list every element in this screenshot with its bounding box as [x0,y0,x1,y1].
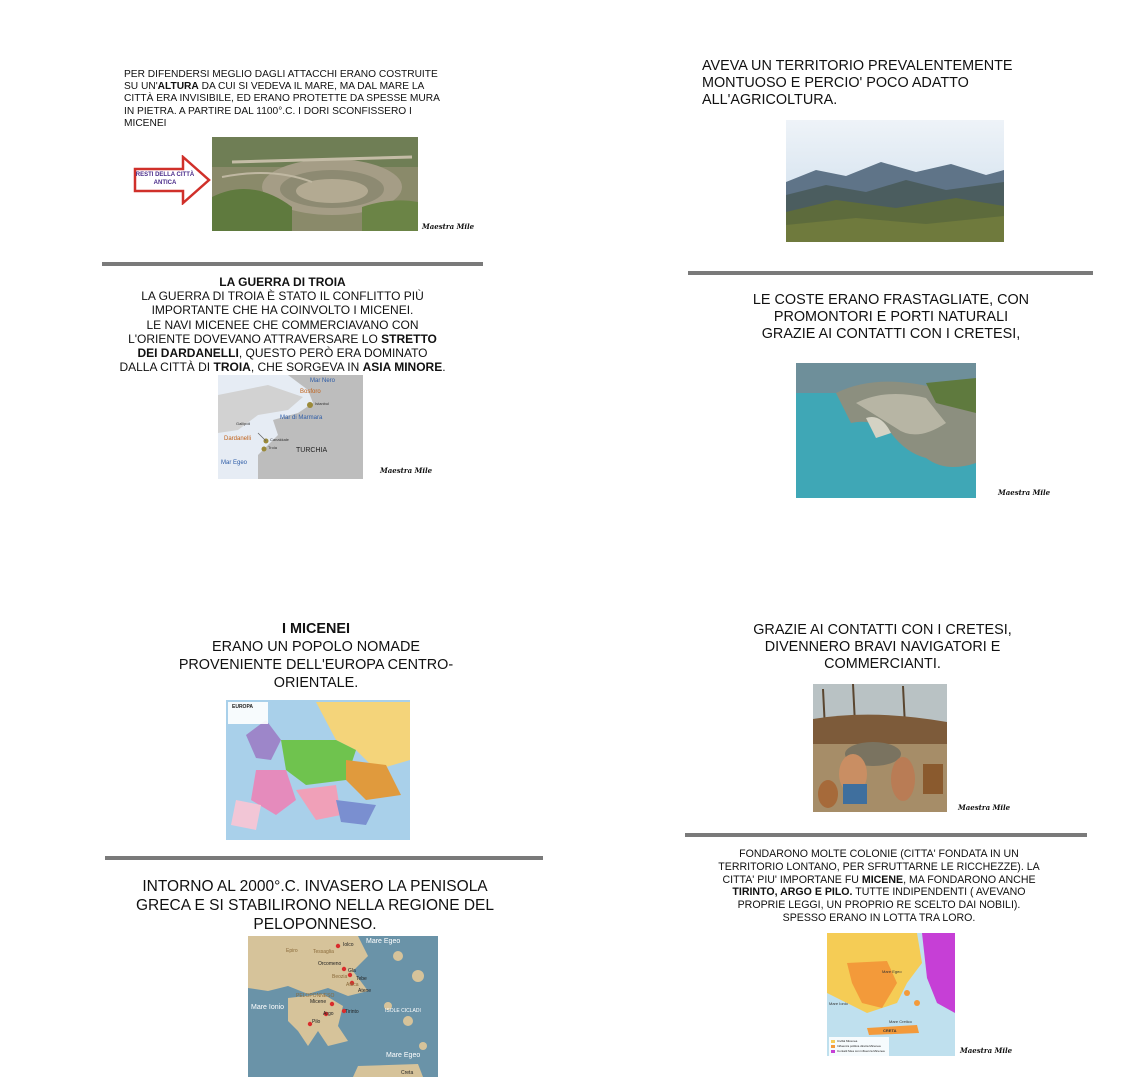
text-line: LE COSTE ERANO FRASTAGLIATE, CON [752,292,1030,308]
map-label-tessaglia: Tessaglia [313,949,334,955]
text-line [124,69,484,81]
map-label-mare-egeo-2: Mare Egeo [386,1052,421,1059]
text-line [100,303,465,317]
text-run: SU UN' [124,81,158,93]
text-run: , CHE SORGEVA IN [250,360,363,375]
micenei-title: I MICENEI [282,621,350,637]
text-run: , QUESTO PERÒ ERA DOMINATO [238,346,428,361]
bold-text: STRETTO [381,331,437,346]
text-run: IN PIETRA. A PARTIRE DAL 1100°.C. I DORI SCONFISSERO I [124,105,412,117]
map-label-isole-cicladi: ISOLE CICLADI [385,1008,421,1014]
text-line [124,106,484,118]
map-label-micene: Micene [310,999,327,1005]
arrow-label-2: ANTICA [153,180,177,186]
mura-text [124,69,484,130]
map-label-mare-ionio: Mare Ionio [829,1001,848,1006]
text-run: , MA FONDARONO ANCHE [903,873,1036,886]
text-line: PELOPONNESO. [253,915,377,933]
divider [102,262,483,266]
merchants-illustration [813,684,947,812]
map-label-istanbul: Istanbul [315,401,330,406]
text-line: GRECA E SI STABILIRONO NELLA REGIONE DEL [135,896,495,914]
text-run: PER DIFENDERSI MEGLIO DAGLI ATTACCHI ERANO COSTRUITE [124,69,438,80]
signature: Maestra Mile [998,488,1051,497]
map-label-orcomeno: Orcomeno [318,961,342,967]
map-label-gallipoli: Gallipoli [236,421,251,426]
text-line [100,275,465,289]
map-label-mare-egeo: Mare Egeo [366,938,401,945]
text-line [100,360,465,374]
colonies-map [827,933,955,1056]
navigatori-text [710,622,1055,672]
text-run: L'ORIENTE DOVEVANO ATTRAVERSARE LO [128,331,382,346]
text-line [124,118,484,130]
map-label-tebe: Tebe [356,976,367,982]
text-line: COMMERCIANTI. [824,655,941,672]
map-label-creta: Creta [401,1070,414,1076]
text-line [100,318,465,332]
dardanelli-map [218,375,363,479]
bold-text: LA GUERRA DI TROIA [219,275,346,289]
text-run: MICENEI [124,117,167,129]
text-run: PROPRIE LEGGI, UN PROPRIO RE SCELTO DAI NOBILI). [737,899,1021,912]
text-line: GRAZIE AI CONTATTI CON I CRETESI, [753,622,1012,638]
map-label-argo: Argo [323,1011,334,1017]
text-line [124,81,484,93]
coste-text [700,292,1082,342]
map-label-peloponneso: PELOPONNESO [296,993,335,999]
micenei-text [150,638,482,693]
text-line: AVEVA UN TERRITORIO PREVALENTEMENTE [702,58,1013,74]
text-line: ORIENTALE. [273,675,359,692]
signature: Maestra Mile [958,803,1011,812]
map-label-pilo: Pilo [312,1019,321,1025]
text-run: CITTÀ ERA INVISIBILE, ED ERANO PROTETTE DA SPESSE MURA [124,93,440,105]
text-run: SPESSO ERANO IN LOTTA TRA LORO. [782,911,976,924]
map-label-creta: CRETA [883,1028,897,1033]
text-line [100,289,465,303]
text-line [100,332,465,346]
text-run: LA GUERRA DI TROIA È STATO IL CONFLITTO PIÙ [141,289,424,304]
map-label-bosforo: Bosforo [300,389,321,395]
map-label-epiro: Epiro [286,948,298,954]
europe-map-label: EUROPA [232,704,254,710]
red-arrow-callout [133,155,211,205]
text-line: GRAZIE AI CONTATTI CON I CRETESI, [761,325,1021,342]
map-label-canakkale: Canakkale [270,437,289,442]
coast-photo [796,363,976,498]
legend-3: Contatti Mea con influenza Micenea [837,1049,885,1053]
text-run: TUTTE INDIPENDENTI ( AVEVANO [852,886,1026,899]
text-run: IMPORTANTE CHE HA COINVOLTO I MICENEI. [151,303,414,318]
greece-map [248,936,438,1077]
map-label-iolco: Iolco [343,942,354,948]
divider [105,856,543,860]
map-label-mar-nero: Mar Nero [310,378,336,384]
text-line [690,886,1068,899]
mountains-photo [786,120,1004,242]
territorio-text [702,58,1062,108]
legend-1: Civiltà Micenea [837,1039,858,1043]
map-label-troia: Troia [268,445,277,450]
map-label-mar-di-marmara: Mar di Marmara [280,415,323,421]
text-line [690,899,1068,912]
map-label-tirinto: Tirinto [345,1009,359,1015]
bold-text: TIRINTO, ARGO E PILO. [732,886,853,899]
text-line [690,861,1068,874]
map-label-mare-ionio: Mare Ionio [251,1004,285,1011]
map-label-mar-egeo: Mar Egeo [221,460,248,466]
text-run: FONDARONO MOLTE COLONIE (CITTA' FONDATA IN UN [739,848,1019,860]
text-line: ERANO UN POPOLO NOMADE [212,639,420,655]
map-label-gla: Gla [348,968,356,974]
text-line [690,848,1068,861]
text-line: ALL'AGRICOLTURA. [702,91,838,108]
text-run: TERRITORIO LONTANO, PER SFRUTTARNE LE RICCHEZZE). LA [718,860,1040,873]
signature: Maestra Mile [422,222,475,231]
text-run: . [442,360,446,375]
text-line: MONTUOSO E PERCIO' POCO ADATTO [702,74,969,91]
colonie-text [690,848,1068,925]
text-run: LE NAVI MICENEE CHE COMMERCIAVANO CON [146,317,419,332]
text-line [100,346,465,360]
troia-text [100,275,465,374]
legend-2: Influenza politica diretta Micenea [837,1044,881,1048]
text-run: DALLA CITTÀ DI [119,360,214,375]
bold-text: DEI DARDANELLI [137,346,239,361]
bold-text: TROIA [213,360,251,375]
text-line: PROVENIENTE DELL'EUROPA CENTRO- [178,657,454,674]
map-label-mare-egeo: Mare Egeo [882,969,902,974]
text-run: DA CUI SI VEDEVA IL MARE, MA DAL MARE LA [198,81,425,93]
divider [685,833,1087,837]
signature: Maestra Mile [380,466,433,475]
bold-text: MICENE [861,873,904,886]
map-label-beozia: Beozia [332,974,348,980]
arrow-label-1: RESTI DELLA CITTÀ [135,172,195,178]
text-line: DIVENNERO BRAVI NAVIGATORI E [764,638,1001,655]
text-line: INTORNO AL 2000°.C. INVASERO LA PENISOLA [142,878,488,895]
bold-text: ALTURA [157,81,199,93]
europe-map [226,700,410,840]
map-label-dardanelli: Dardanelli [224,436,252,442]
text-line [124,93,484,105]
bold-text: ASIA MINORE [362,360,443,375]
text-line: PROMONTORI E PORTI NATURALI [773,308,1009,325]
text-run: CITTA' PIU' IMPORTANE FU [722,873,862,886]
map-label-turchia: TURCHIA [296,447,328,454]
text-line [690,912,1068,925]
signature: Maestra Mile [960,1046,1013,1055]
map-label-mare-cretico: Mare Cretico [889,1019,912,1024]
map-label-attica: Attica [346,982,359,988]
ruins-photo [212,137,418,231]
divider [688,271,1093,275]
map-label-atene: Atene [358,988,372,994]
invasione-text [100,878,530,934]
text-line [690,874,1068,887]
